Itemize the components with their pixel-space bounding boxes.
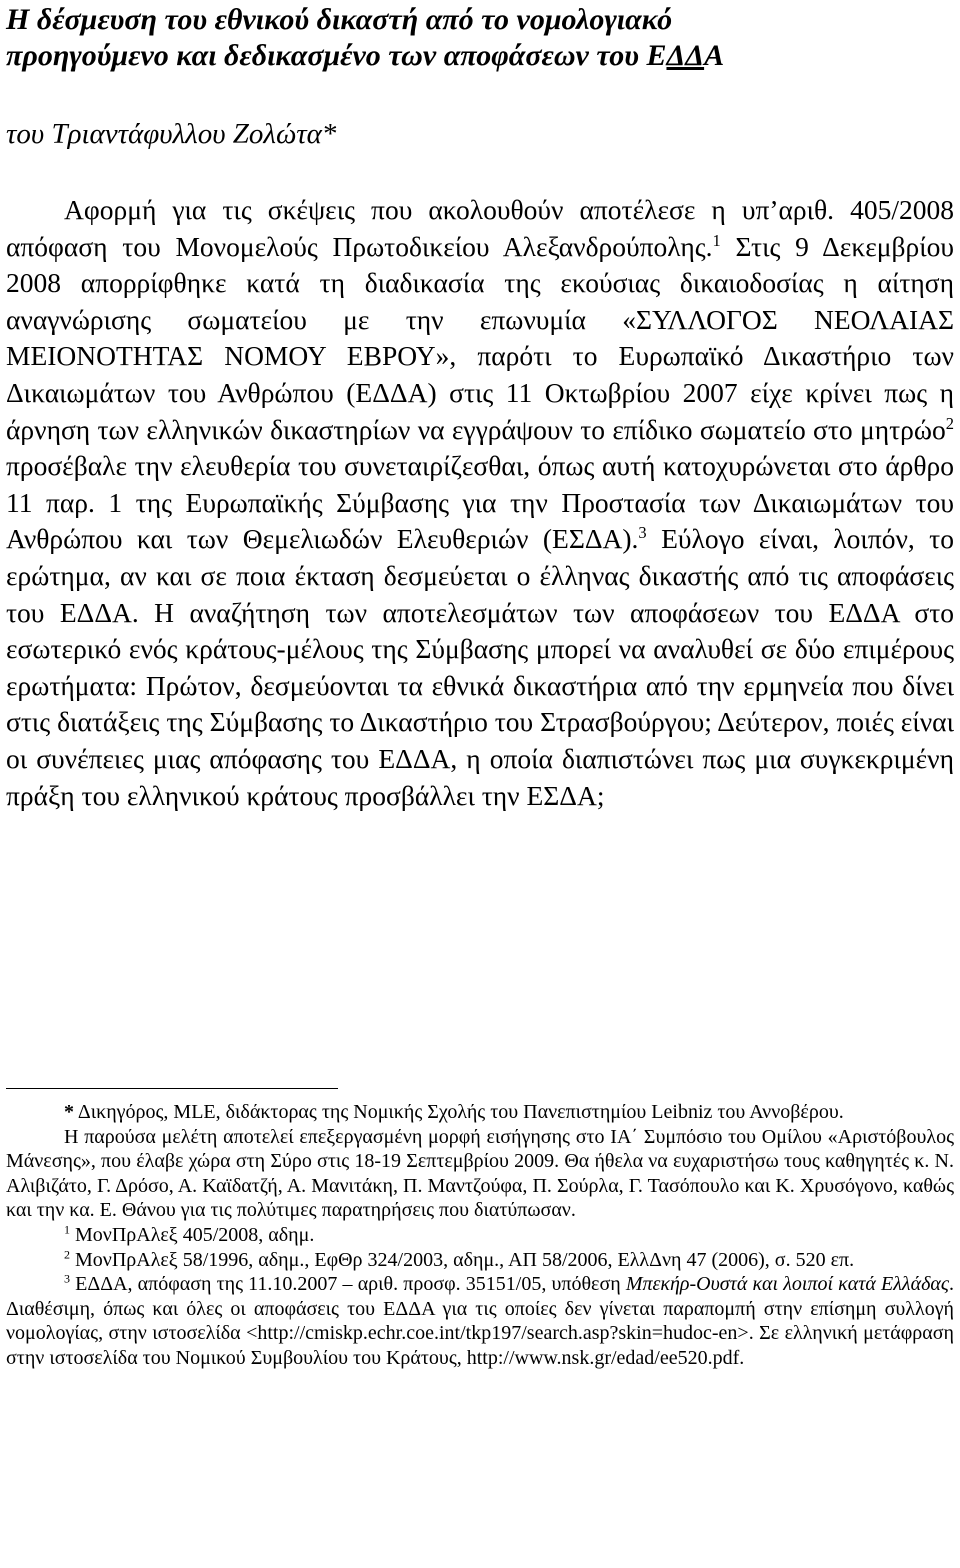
footnote-2-text: ΜονΠρΑλεξ 58/1996, αδημ., ΕφΘρ 324/2003, αδημ., ΑΠ 58/2006, ΕλλΔνη 47 (2006), σ. 520 επ.: [70, 1248, 855, 1271]
footnote-ref-3[interactable]: 3: [638, 523, 647, 543]
footnote-2-mark: 2: [64, 1246, 70, 1261]
footnote-ref-2[interactable]: 2: [945, 413, 954, 433]
footnote-3-text-start: ΕΔΔΑ, απόφαση της 11.10.2007 – αριθ. προσφ. 35151/05, υπόθεση: [70, 1273, 626, 1296]
author-footnote: [6, 1100, 954, 1125]
footnote-separator: [6, 1088, 338, 1089]
acknowledgement-note: Η παρούσα μελέτη αποτελεί επεξεργασμένη μορφή εισήγησης στο ΙΑ΄ Συμπόσιο του Ομίλου «Αριστόβουλος Μάνεσης», που έλαβε χώρα στη Σύρο στις 18-19 Σεπτεμβρίου 2009. Θα ήθελα να ευχαριστήσω τους καθηγητές κ. Ν. Αλιβιζάτο, Γ. Δρόσο, Α. Καϊδατζή, Α. Μανιτάκη, Π. Μαντζούφα, Π. Σούρλα, Γ. Τασόπουλο και Κ. Χρυσόγονο, καθώς και την κα. Ε. Θάνου για τις πολύτιμες παρατηρήσεις που διατύπωσαν.: [6, 1125, 954, 1222]
title-underlined-segment: ΔΔ: [666, 39, 705, 72]
title-line-1: Η δέσμευση του εθνικού δικαστή από το νομολογιακό: [6, 3, 673, 36]
author-footnote-text: Δικηγόρος, MLE, διδάκτορας της Νομικής Σχολής του Πανεπιστημίου Leibniz του Αννοβέρου.: [74, 1101, 844, 1123]
body-sentence-1: Αφορμή για τις σκέψεις που ακολουθούν αποτέλεσε η υπ’αριθ. 405/2008 απόφαση του Μονομελούς Πρωτοδικείου Αλεξανδρούπολης.: [6, 194, 954, 262]
footnote-1-text: ΜονΠρΑλεξ 405/2008, αδημ.: [70, 1223, 315, 1246]
author-line: του Τριαντάφυλλου Ζολώτα*: [6, 118, 337, 150]
document-page: [6, 0, 954, 1369]
title-line-2-end: Α: [704, 39, 725, 72]
footnote-3-text-end: . Διαθέσιμη, όπως και όλες οι αποφάσεις του ΕΔΔΑ για τις οποίες δεν γίνεται παραπομπή στην επίσημη συλλογή νομολογίας, στην ιστοσελίδα <http://cmiskp.echr.coe.int/tkp197/search.asp?skin=hudoc-en>. Σε ελληνική μετάφραση στην ιστοσελίδα του Νομικού Συμβουλίου του Κράτους, http://www.nsk.gr/edad/ee520.pdf.: [6, 1273, 954, 1369]
footnote-1: [6, 1223, 954, 1248]
footnote-3-case-name: Μπεκήρ-Ουστά και λοιποί κατά Ελλάδας: [625, 1273, 949, 1296]
title-line-2: προηγούμενο και δεδικασμένο των αποφάσεων του Ε: [6, 39, 667, 72]
article-title: [6, 0, 954, 74]
footnote-2: [6, 1248, 954, 1273]
body-sentence-4: Εύλογο είναι, λοιπόν, το ερώτημα, αν και σε ποια έκταση δεσμεύεται ο έλληνας δικαστής από τις αποφάσεις του ΕΔΔΑ. Η αναζήτηση των αποτελεσμάτων των αποφάσεων του ΕΔΔΑ στο εσωτερικό ενός κράτους-μέλους της Σύμβασης μπορεί να αναλυθεί σε δύο επιμέρους ερωτήματα: Πρώτον, δεσμεύονται τα εθνικά δικαστήρια από την ερμηνεία που δίνει στις διατάξεις της Σύμβασης το Δικαστήριο του Στρασβούργου; Δεύτερον, ποιές είναι οι συνέπειες μιας απόφασης του ΕΔΔΑ, η οποία διαπιστώνει πως μια συγκεκριμένη πράξη του ελληνικού κράτους προσβάλλει την ΕΣΔΑ;: [6, 523, 954, 811]
footnote-3-mark: 3: [64, 1271, 70, 1286]
footnote-3: [6, 1272, 954, 1370]
footnote-1-mark: 1: [64, 1222, 70, 1237]
body-paragraph: [6, 192, 954, 814]
body-sentence-3: προσέβαλε την ελευθερία του συνεταιρίζεσθαι, όπως αυτή κατοχυρώνεται στο άρθρο 11 παρ. 1 της Ευρωπαϊκής Σύμβασης για την Προστασία των Δικαιωμάτων του Ανθρώπου και των Θεμελιωδών Ελευθεριών (ΕΣΔΑ).: [6, 450, 954, 555]
body-sentence-2: Στις 9 Δεκεμβρίου 2008 απορρίφθηκε κατά τη διαδικασία της εκούσιας δικαιοδοσίας η αίτηση αναγνώρισης σωματείου με την επωνυμία «ΣΥΛΛΟΓΟΣ ΝΕΟΛΑΙΑΣ ΜΕΙΟΝΟΤΗΤΑΣ ΝΟΜΟΥ ΕΒΡΟΥ», παρότι το Ευρωπαϊκό Δικαστήριο των Δικαιωμάτων του Ανθρώπου (ΕΔΔΑ) στις 11 Οκτωβρίου 2007 είχε κρίνει πως η άρνηση των ελληνικών δικαστηρίων να εγγράψουν το επίδικο σωματείο στο μητρώο: [6, 230, 954, 445]
footnotes: [6, 1100, 954, 1371]
footnote-ref-1[interactable]: 1: [712, 230, 721, 250]
author-footnote-mark: *: [64, 1101, 74, 1123]
